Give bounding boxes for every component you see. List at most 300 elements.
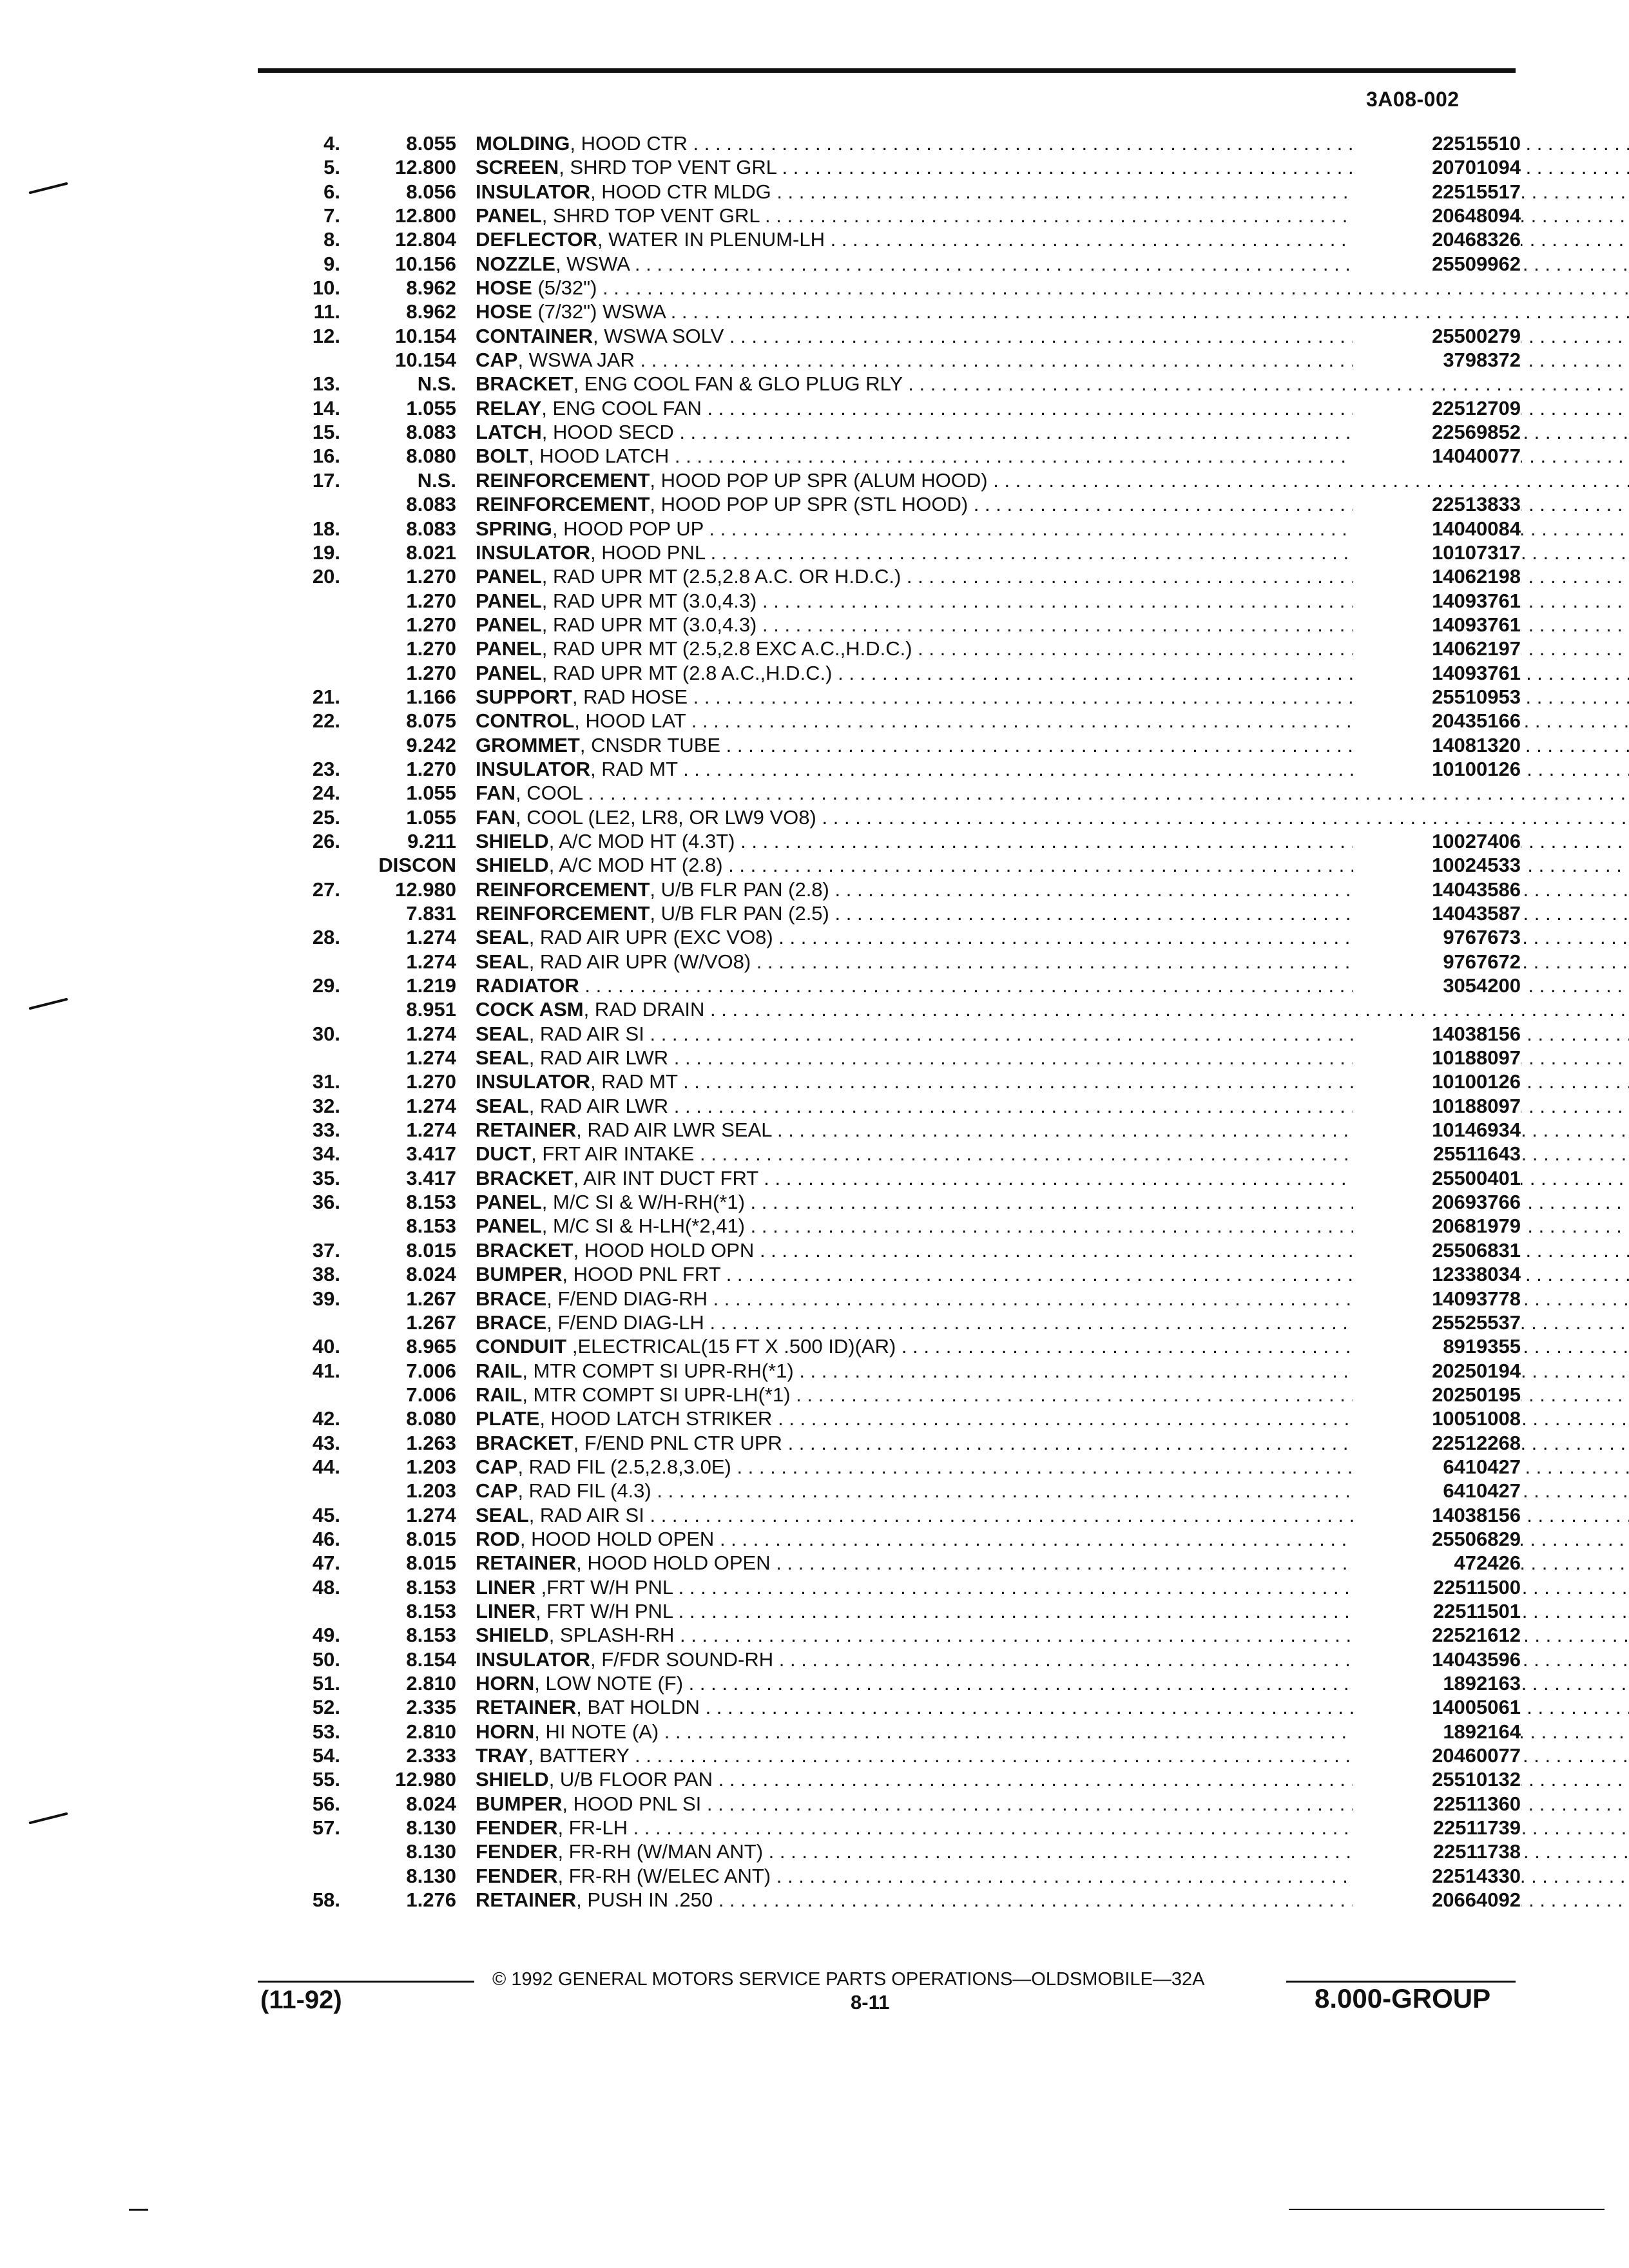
part-number: 25500279 bbox=[1353, 324, 1521, 348]
item-number: 57. bbox=[312, 1816, 340, 1840]
item-number: 58. bbox=[312, 1888, 340, 1912]
group-number: 8.024 bbox=[406, 1792, 456, 1815]
group-number: 1.267 bbox=[406, 1287, 456, 1310]
stray-rule bbox=[1289, 2209, 1605, 2210]
group-number: 8.153 bbox=[406, 1624, 456, 1647]
part-row bbox=[284, 1840, 1521, 1863]
part-spec: , RAD MT bbox=[590, 1070, 678, 1093]
part-row bbox=[284, 1720, 1521, 1744]
item-number: 24. bbox=[312, 782, 340, 805]
group-number: 8.015 bbox=[406, 1527, 456, 1550]
part-row bbox=[284, 1623, 1521, 1647]
part-name: FAN bbox=[476, 805, 516, 829]
part-spec: , ENG COOL FAN & GLO PLUG RLY bbox=[573, 372, 903, 396]
group-number: 3.417 bbox=[406, 1142, 456, 1166]
part-name: TRAY bbox=[476, 1744, 528, 1767]
part-spec: , BATTERY bbox=[528, 1744, 630, 1767]
part-spec: , HOOD POP UP SPR (STL HOOD) bbox=[650, 493, 969, 516]
item-number: 33. bbox=[312, 1119, 340, 1142]
part-name: REINFORCEMENT bbox=[476, 493, 650, 516]
group-number: 8.130 bbox=[406, 1864, 456, 1887]
part-row bbox=[284, 1407, 1521, 1430]
item-number: 25. bbox=[312, 805, 340, 829]
group-number: 1.267 bbox=[406, 1311, 456, 1334]
item-number: 17. bbox=[312, 468, 340, 492]
part-row bbox=[284, 1527, 1521, 1551]
part-row bbox=[284, 1599, 1521, 1623]
item-number: 51. bbox=[312, 1672, 340, 1695]
binder-hole-mark bbox=[28, 182, 68, 195]
part-spec: , HOOD LATCH STRIKER bbox=[539, 1407, 773, 1430]
footer-rule-right bbox=[1286, 1981, 1516, 1983]
group-number: 8.951 bbox=[406, 998, 456, 1021]
part-spec: , RAD MT bbox=[590, 757, 678, 780]
part-row bbox=[284, 1575, 1521, 1599]
part-spec: , WSWA JAR bbox=[517, 349, 635, 372]
item-number: 31. bbox=[312, 1070, 340, 1093]
part-spec: , HOOD SECD bbox=[541, 421, 674, 444]
part-number: 20648094 bbox=[1353, 204, 1521, 227]
part-row bbox=[284, 564, 1521, 588]
part-spec: , A/C MOD HT (4.3T) bbox=[548, 829, 735, 852]
part-name: MOLDING bbox=[476, 132, 570, 155]
part-name: CAP bbox=[476, 1479, 518, 1503]
part-name: INSULATOR bbox=[476, 1070, 590, 1093]
part-number: 20250195 bbox=[1353, 1383, 1521, 1407]
item-number: 47. bbox=[312, 1552, 340, 1575]
group-number: 2.810 bbox=[406, 1672, 456, 1695]
item-number: 18. bbox=[312, 517, 340, 540]
part-spec: , SHRD TOP VENT GRL bbox=[541, 204, 760, 227]
part-spec: , M/C SI & W/H-RH(*1) bbox=[541, 1191, 745, 1214]
part-number: 22515510 bbox=[1353, 131, 1521, 155]
item-number: 56. bbox=[312, 1792, 340, 1815]
part-name: BRACE bbox=[476, 1311, 547, 1334]
group-number: 12.800 bbox=[395, 156, 456, 179]
item-number: 9. bbox=[323, 252, 340, 275]
part-row bbox=[284, 685, 1521, 709]
part-name: BRACKET bbox=[476, 1431, 574, 1454]
part-row bbox=[284, 661, 1521, 685]
item-number: 52. bbox=[312, 1696, 340, 1719]
part-row bbox=[284, 1287, 1521, 1311]
part-spec: , SHRD TOP VENT GRL bbox=[559, 156, 776, 179]
item-number: 44. bbox=[312, 1455, 340, 1478]
item-number: 6. bbox=[323, 180, 340, 203]
part-row bbox=[284, 1455, 1521, 1479]
part-number: 20664092 bbox=[1353, 1888, 1521, 1912]
part-row bbox=[284, 1767, 1521, 1791]
part-name: PANEL bbox=[476, 204, 542, 227]
item-number: 21. bbox=[312, 685, 340, 708]
part-name: CAP bbox=[476, 349, 518, 372]
item-number: 15. bbox=[312, 421, 340, 444]
part-spec: , WATER IN PLENUM-LH bbox=[597, 228, 825, 251]
group-number: 7.006 bbox=[406, 1359, 456, 1382]
part-name: INSULATOR bbox=[476, 541, 590, 564]
part-row bbox=[284, 997, 1516, 1021]
part-spec: , RAD UPR MT (2.8 A.C.,H.D.C.) bbox=[541, 661, 833, 684]
part-number: 14040077 bbox=[1353, 444, 1521, 468]
part-spec: , WSWA SOLV bbox=[592, 324, 724, 347]
group-number: 8.083 bbox=[406, 517, 456, 540]
group-number: 1.263 bbox=[406, 1431, 456, 1454]
part-spec: , PUSH IN .250 bbox=[576, 1888, 713, 1912]
group-number: 1.055 bbox=[406, 396, 456, 419]
part-spec: , FRT W/H PNL bbox=[535, 1599, 673, 1622]
part-spec: ,FRT W/H PNL bbox=[535, 1575, 673, 1599]
part-spec: , RAD AIR SI bbox=[528, 1022, 644, 1045]
item-number: 49. bbox=[312, 1624, 340, 1647]
stray-mark bbox=[129, 2209, 148, 2211]
part-number: 8919355 bbox=[1353, 1334, 1521, 1358]
part-row bbox=[284, 1648, 1521, 1671]
part-spec: , RAD AIR UPR (W/VO8) bbox=[528, 950, 751, 973]
part-number: 14038156 bbox=[1353, 1022, 1521, 1046]
part-row bbox=[284, 1094, 1521, 1118]
group-number: 2.810 bbox=[406, 1720, 456, 1743]
part-row bbox=[284, 1864, 1521, 1888]
top-rule bbox=[258, 68, 1516, 73]
part-spec: , HOOD HOLD OPEN bbox=[576, 1552, 771, 1575]
part-number: 22511360 bbox=[1353, 1792, 1521, 1816]
group-number: 8.024 bbox=[406, 1263, 456, 1286]
group-number: 8.965 bbox=[406, 1335, 456, 1358]
part-spec: , RAD AIR LWR SEAL bbox=[576, 1119, 772, 1142]
item-number: 16. bbox=[312, 445, 340, 468]
item-number: 55. bbox=[312, 1768, 340, 1791]
part-row bbox=[284, 180, 1521, 204]
part-row bbox=[284, 1551, 1521, 1575]
part-name: PANEL bbox=[476, 589, 542, 612]
part-number: 10024533 bbox=[1353, 853, 1521, 877]
part-spec: , RAD AIR UPR (EXC VO8) bbox=[528, 926, 773, 949]
part-name: HORN bbox=[476, 1672, 535, 1695]
item-number: 19. bbox=[312, 541, 340, 564]
group-number: 1.270 bbox=[406, 661, 456, 684]
part-number: 22514330 bbox=[1353, 1864, 1521, 1888]
part-name: INSULATOR bbox=[476, 180, 590, 203]
item-number: 36. bbox=[312, 1191, 340, 1214]
part-name: INSULATOR bbox=[476, 757, 590, 780]
part-name: DUCT bbox=[476, 1142, 532, 1166]
group-number: 1.274 bbox=[406, 1046, 456, 1070]
page-code: 3A08-002 bbox=[1366, 88, 1460, 111]
part-row bbox=[284, 1311, 1521, 1334]
part-spec: , F/END DIAG-LH bbox=[546, 1311, 704, 1334]
group-number: 8.055 bbox=[406, 132, 456, 155]
part-name: SEAL bbox=[476, 950, 529, 973]
part-number: 14005061 bbox=[1353, 1695, 1521, 1719]
part-row bbox=[284, 204, 1521, 227]
part-name: SHIELD bbox=[476, 1624, 549, 1647]
page-number: 8-11 bbox=[851, 1991, 890, 2013]
part-name: RETAINER bbox=[476, 1696, 577, 1719]
part-name: HORN bbox=[476, 1720, 535, 1743]
part-spec: , CNSDR TUBE bbox=[579, 733, 721, 756]
part-number: 3054200 bbox=[1353, 974, 1521, 997]
item-number: 7. bbox=[323, 204, 340, 227]
group-number: 9.242 bbox=[406, 733, 456, 756]
part-row bbox=[284, 637, 1521, 660]
part-spec: , WSWA bbox=[555, 252, 630, 275]
part-number: 14043587 bbox=[1353, 901, 1521, 925]
part-name: CAP bbox=[476, 1455, 518, 1478]
part-row bbox=[284, 1238, 1521, 1262]
part-number: 20468326 bbox=[1353, 227, 1521, 251]
group-number: 1.203 bbox=[406, 1479, 456, 1503]
part-name: GROMMET bbox=[476, 733, 580, 756]
part-number: 22511739 bbox=[1353, 1816, 1521, 1840]
part-spec: , FR-RH (W/ELEC ANT) bbox=[557, 1864, 771, 1887]
part-spec: , AIR INT DUCT FRT bbox=[573, 1166, 758, 1189]
part-number: 25506829 bbox=[1353, 1527, 1521, 1551]
part-spec: , COOL (LE2, LR8, OR LW9 VO8) bbox=[516, 805, 816, 829]
binder-hole-mark bbox=[28, 1812, 68, 1825]
part-number: 14043596 bbox=[1353, 1648, 1521, 1671]
part-spec: , HOOD PNL FRT bbox=[562, 1263, 721, 1286]
part-spec: , RAD FIL (2.5,2.8,3.0E) bbox=[517, 1455, 731, 1478]
item-number: 46. bbox=[312, 1527, 340, 1550]
group-number: 2.335 bbox=[406, 1696, 456, 1719]
part-row bbox=[284, 300, 1516, 323]
part-name: FAN bbox=[476, 782, 516, 805]
part-number: 1892164 bbox=[1353, 1720, 1521, 1744]
item-number: 43. bbox=[312, 1431, 340, 1454]
part-number: 20681979 bbox=[1353, 1214, 1521, 1238]
part-name: BRACKET bbox=[476, 372, 574, 396]
copyright-notice: © 1992 GENERAL MOTORS SERVICE PARTS OPERATIONS—OLDSMOBILE—32A bbox=[492, 1969, 1205, 1990]
part-spec: , A/C MOD HT (2.8) bbox=[548, 854, 723, 877]
part-row bbox=[284, 1695, 1521, 1719]
group-number: 1.270 bbox=[406, 1070, 456, 1093]
part-number: 14093761 bbox=[1353, 589, 1521, 613]
part-name: BRACKET bbox=[476, 1238, 574, 1262]
item-number: 45. bbox=[312, 1503, 340, 1526]
part-row bbox=[284, 1118, 1521, 1142]
part-name: SEAL bbox=[476, 1503, 529, 1526]
part-name: HOSE bbox=[476, 276, 532, 300]
part-number: 9767672 bbox=[1353, 950, 1521, 974]
group-number: 10.154 bbox=[395, 324, 456, 347]
part-number: 14043586 bbox=[1353, 878, 1521, 901]
item-number: 29. bbox=[312, 974, 340, 997]
group-number: 1.274 bbox=[406, 950, 456, 973]
part-row bbox=[284, 1479, 1521, 1503]
part-name: LINER bbox=[476, 1599, 535, 1622]
part-row bbox=[284, 1262, 1521, 1286]
part-spec: , MTR COMPT SI UPR-LH(*1) bbox=[522, 1383, 791, 1406]
date-code: (11-92) bbox=[260, 1986, 342, 2014]
part-name: CONDUIT bbox=[476, 1335, 567, 1358]
item-number: 53. bbox=[312, 1720, 340, 1743]
part-number: 20460077 bbox=[1353, 1744, 1521, 1767]
part-number: 6410427 bbox=[1353, 1479, 1521, 1503]
group-number: 8.015 bbox=[406, 1238, 456, 1262]
part-description bbox=[476, 998, 1629, 1021]
part-number: 10027406 bbox=[1353, 829, 1521, 853]
item-number: 39. bbox=[312, 1287, 340, 1310]
part-row bbox=[284, 1334, 1521, 1358]
part-spec: , RAD DRAIN bbox=[583, 998, 705, 1021]
part-number: 25500401 bbox=[1353, 1166, 1521, 1190]
part-number: 9767673 bbox=[1353, 925, 1521, 949]
group-number: 7.006 bbox=[406, 1383, 456, 1406]
item-number: 54. bbox=[312, 1744, 340, 1767]
part-spec: , FR-RH (W/MAN ANT) bbox=[557, 1840, 764, 1863]
part-row bbox=[284, 1070, 1521, 1093]
part-spec: , HOOD PNL bbox=[590, 541, 705, 564]
part-description bbox=[476, 806, 1629, 829]
part-row bbox=[284, 444, 1521, 468]
part-spec: (7/32") WSWA bbox=[532, 300, 666, 323]
part-name: DEFLECTOR bbox=[476, 228, 597, 251]
part-spec: , M/C SI & H-LH(*2,41) bbox=[541, 1215, 746, 1238]
part-row bbox=[284, 1744, 1521, 1767]
part-name: PANEL bbox=[476, 637, 542, 660]
part-row bbox=[284, 589, 1521, 613]
group-number: 8.962 bbox=[406, 276, 456, 300]
part-spec: , HOOD CTR MLDG bbox=[590, 180, 771, 203]
part-number: 14062197 bbox=[1353, 637, 1521, 660]
part-name: RELAY bbox=[476, 396, 542, 419]
part-name: FENDER bbox=[476, 1816, 558, 1840]
group-number: 8.962 bbox=[406, 300, 456, 323]
part-row bbox=[284, 396, 1521, 420]
part-row bbox=[284, 757, 1521, 781]
part-name: RETAINER bbox=[476, 1888, 577, 1912]
part-row bbox=[284, 1359, 1521, 1383]
part-spec: ,ELECTRICAL(15 FT X .500 ID)(AR) bbox=[566, 1335, 896, 1358]
part-name: FENDER bbox=[476, 1864, 558, 1887]
part-number: 14081320 bbox=[1353, 733, 1521, 757]
group-number: 12.980 bbox=[395, 1768, 456, 1791]
group-number: 1.270 bbox=[406, 637, 456, 660]
item-number: 32. bbox=[312, 1094, 340, 1117]
group-number: 8.080 bbox=[406, 1407, 456, 1430]
item-number: 50. bbox=[312, 1648, 340, 1671]
item-number: 4. bbox=[323, 132, 340, 155]
group-number: 1.270 bbox=[406, 565, 456, 588]
part-spec: , U/B FLR PAN (2.5) bbox=[650, 902, 829, 925]
item-number: 40. bbox=[312, 1335, 340, 1358]
part-name: SEAL bbox=[476, 1094, 529, 1117]
part-name: BUMPER bbox=[476, 1792, 563, 1815]
part-number: 3798372 bbox=[1353, 348, 1521, 372]
part-name: SUPPORT bbox=[476, 685, 572, 708]
part-name: RAIL bbox=[476, 1359, 523, 1382]
part-description bbox=[476, 372, 1629, 395]
part-number: 12338034 bbox=[1353, 1262, 1521, 1286]
group-number: 1.274 bbox=[406, 1094, 456, 1117]
part-name: BUMPER bbox=[476, 1263, 563, 1286]
part-row bbox=[284, 1383, 1521, 1407]
part-number: 10188097 bbox=[1353, 1046, 1521, 1070]
item-number: 22. bbox=[312, 709, 340, 733]
part-name: LATCH bbox=[476, 421, 542, 444]
part-spec: , HOOD HOLD OPN bbox=[573, 1238, 755, 1262]
group-number: 9.211 bbox=[407, 829, 456, 852]
part-row bbox=[284, 853, 1521, 877]
item-number: 11. bbox=[313, 300, 340, 323]
group-number: 8.083 bbox=[406, 493, 456, 516]
part-spec: , RAD HOSE bbox=[572, 685, 688, 708]
item-number: 5. bbox=[323, 156, 340, 179]
part-row bbox=[284, 155, 1521, 179]
part-row bbox=[284, 613, 1521, 637]
part-description bbox=[476, 469, 1629, 492]
part-name: NOZZLE bbox=[476, 252, 555, 275]
part-row bbox=[284, 1190, 1521, 1214]
part-name: INSULATOR bbox=[476, 1648, 590, 1671]
parts-list bbox=[284, 131, 1521, 1912]
part-number: 14093778 bbox=[1353, 1287, 1521, 1311]
group-number: N.S. bbox=[417, 468, 456, 492]
group-number: 2.333 bbox=[406, 1744, 456, 1767]
group-number: 8.153 bbox=[406, 1215, 456, 1238]
part-name: RETAINER bbox=[476, 1552, 577, 1575]
part-name: LINER bbox=[476, 1575, 535, 1599]
item-number: 41. bbox=[312, 1359, 340, 1382]
part-row bbox=[284, 709, 1521, 733]
part-name: SEAL bbox=[476, 1022, 529, 1045]
part-spec: , HOOD LAT bbox=[574, 709, 686, 733]
item-number: 30. bbox=[312, 1022, 340, 1045]
part-row bbox=[284, 227, 1521, 251]
part-row bbox=[284, 878, 1521, 901]
part-number: 10107317 bbox=[1353, 541, 1521, 564]
part-spec: , RAD FIL (4.3) bbox=[517, 1479, 651, 1503]
part-number: 22569852 bbox=[1353, 420, 1521, 444]
item-number: 14. bbox=[312, 396, 340, 419]
part-spec: , RAD AIR LWR bbox=[528, 1046, 669, 1070]
part-name: SPRING bbox=[476, 517, 552, 540]
item-number: 35. bbox=[312, 1166, 340, 1189]
item-number: 13. bbox=[312, 372, 340, 396]
part-spec: , F/END DIAG-RH bbox=[546, 1287, 708, 1310]
group-number: 8.080 bbox=[406, 445, 456, 468]
part-row bbox=[284, 974, 1521, 997]
part-name: RETAINER bbox=[476, 1119, 577, 1142]
part-row bbox=[284, 1431, 1521, 1455]
group-number: 12.800 bbox=[395, 204, 456, 227]
item-number: 26. bbox=[312, 829, 340, 852]
group-number: 12.980 bbox=[395, 878, 456, 901]
part-row bbox=[284, 492, 1521, 516]
part-spec: , HOOD CTR bbox=[570, 132, 688, 155]
part-number: 25525537 bbox=[1353, 1311, 1521, 1334]
part-number: 472426 bbox=[1353, 1551, 1521, 1575]
group-number: 8.075 bbox=[406, 709, 456, 733]
part-number: 10051008 bbox=[1353, 1407, 1521, 1430]
part-spec: , HOOD POP UP SPR (ALUM HOOD) bbox=[650, 468, 988, 492]
part-name: SHIELD bbox=[476, 1768, 549, 1791]
group-number: 1.274 bbox=[406, 1119, 456, 1142]
part-name: RADIATOR bbox=[476, 974, 579, 997]
part-row bbox=[284, 372, 1516, 396]
part-row bbox=[284, 131, 1521, 155]
item-number: 10. bbox=[312, 276, 340, 300]
part-spec: , RAD UPR MT (3.0,4.3) bbox=[541, 589, 757, 612]
part-number: 25510953 bbox=[1353, 685, 1521, 709]
item-number: 27. bbox=[312, 878, 340, 901]
part-row bbox=[284, 733, 1521, 757]
part-number: 10146934 bbox=[1353, 1118, 1521, 1142]
part-name: BRACE bbox=[476, 1287, 547, 1310]
part-number: 22512709 bbox=[1353, 396, 1521, 420]
part-number: 25510132 bbox=[1353, 1767, 1521, 1791]
part-row bbox=[284, 1214, 1521, 1238]
